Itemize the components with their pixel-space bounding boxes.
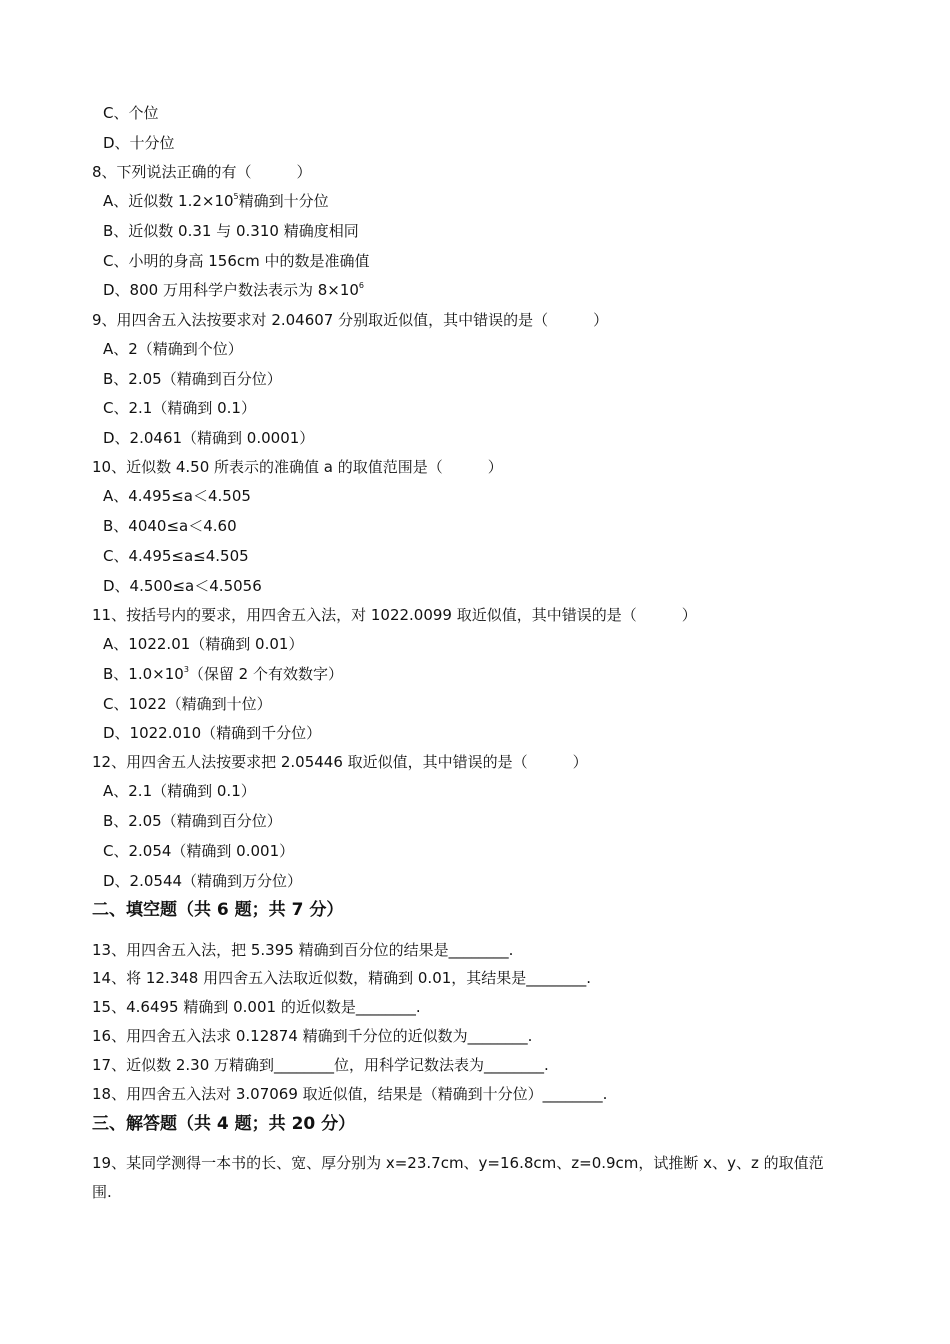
q11-option-a: A、1022.01（精确到 0.01） bbox=[103, 635, 304, 653]
q11-option-b-text: B、1.0×10 bbox=[103, 665, 184, 683]
q9-option-a: A、2（精确到个位） bbox=[103, 340, 243, 358]
section-title-answer: 三、解答题（共 4 题；共 20 分） bbox=[92, 1114, 356, 1134]
section-title-fill-in: 二、填空题（共 6 题；共 7 分） bbox=[92, 900, 344, 920]
q8-option-b: B、近似数 0.31 与 0.310 精确度相同 bbox=[103, 222, 359, 240]
q8-option-a bbox=[103, 191, 329, 211]
q12-stem: 12、用四舍五人法按要求把 2.05446 取近似值，其中错误的是（ ） bbox=[92, 753, 588, 771]
q8-option-d bbox=[103, 280, 364, 300]
q7-option-d: D、十分位 bbox=[103, 134, 175, 152]
q10-option-c: C、4.495≤a≤4.505 bbox=[103, 547, 249, 565]
q12-option-b: B、2.05（精确到百分位） bbox=[103, 812, 282, 830]
q11-option-b-exponent: 3 bbox=[183, 665, 189, 674]
q11-option-b bbox=[103, 664, 343, 684]
q19: 19、某同学测得一本书的长、宽、厚分别为 x=23.7cm、y=16.8cm、z=0.9cm，试推断 x、y、z 的取值范围. bbox=[92, 1154, 824, 1201]
q10-option-b: B、4040≤a＜4.60 bbox=[103, 517, 237, 535]
q8-option-a-text: A、近似数 1.2×10 bbox=[103, 192, 234, 210]
q9-option-c: C、2.1（精确到 0.1） bbox=[103, 399, 256, 417]
q12-option-d: D、2.0544（精确到万分位） bbox=[103, 872, 303, 890]
q9-option-b: B、2.05（精确到百分位） bbox=[103, 370, 282, 388]
q9-option-d: D、2.0461（精确到 0.0001） bbox=[103, 429, 315, 447]
q8-option-d-text: D、800 万用科学户数法表示为 8×10 bbox=[103, 281, 359, 299]
q8-stem: 8、下列说法正确的有（ ） bbox=[92, 163, 312, 181]
q10-option-d: D、4.500≤a＜4.5056 bbox=[103, 577, 262, 595]
q12-option-a: A、2.1（精确到 0.1） bbox=[103, 782, 256, 800]
q17: 17、近似数 2.30 万精确到________位，用科学记数法表为________. bbox=[92, 1056, 549, 1074]
q10-option-a: A、4.495≤a＜4.505 bbox=[103, 487, 251, 505]
q11-option-c: C、1022（精确到十位） bbox=[103, 695, 272, 713]
q18: 18、用四舍五入法对 3.07069 取近似值，结果是（精确到十分位）________. bbox=[92, 1085, 608, 1103]
q16: 16、用四舍五入法求 0.12874 精确到千分位的近似数为________. bbox=[92, 1027, 533, 1045]
q8-option-a-tail: 精确到十分位 bbox=[238, 192, 329, 210]
q15: 15、4.6495 精确到 0.001 的近似数是________. bbox=[92, 998, 421, 1016]
q11-stem: 11、按括号内的要求，用四舍五入法，对 1022.0099 取近似值，其中错误的是（ ） bbox=[92, 606, 697, 624]
q12-option-c: C、2.054（精确到 0.001） bbox=[103, 842, 295, 860]
q13: 13、用四舍五入法，把 5.395 精确到百分位的结果是________. bbox=[92, 941, 514, 959]
q11-option-b-tail: （保留 2 个有效数字） bbox=[188, 665, 343, 683]
q11-option-d: D、1022.010（精确到千分位） bbox=[103, 724, 322, 742]
q9-stem: 9、用四舍五入法按要求对 2.04607 分别取近似值，其中错误的是（ ） bbox=[92, 311, 609, 329]
q7-option-c: C、个位 bbox=[103, 104, 159, 122]
q10-stem: 10、近似数 4.50 所表示的准确值 a 的取值范围是（ ） bbox=[92, 458, 503, 476]
q8-option-a-exponent: 5 bbox=[233, 192, 239, 201]
q8-option-c: C、小明的身高 156cm 中的数是准确值 bbox=[103, 252, 370, 270]
q8-option-d-exponent: 6 bbox=[358, 281, 365, 290]
q14: 14、将 12.348 用四舍五入法取近似数，精确到 0.01，其结果是________. bbox=[92, 969, 592, 987]
